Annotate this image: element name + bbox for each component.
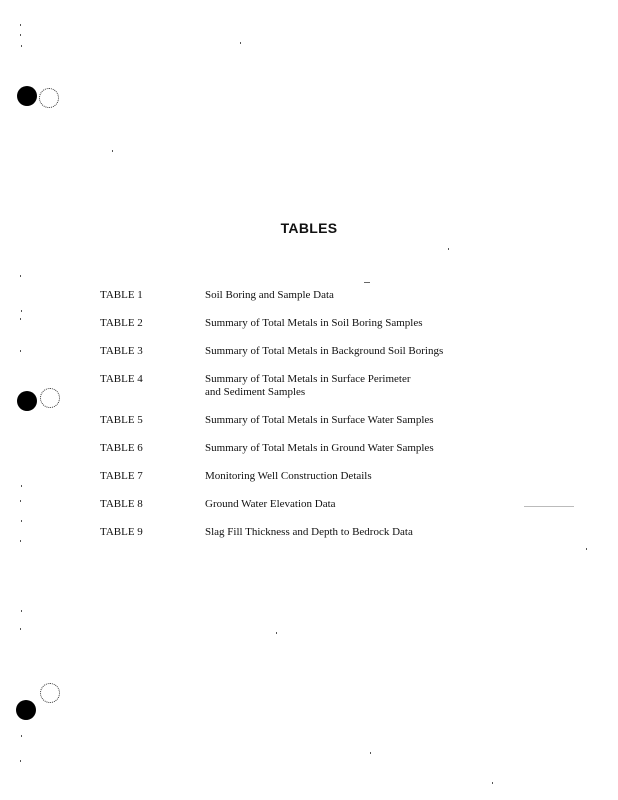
punch-hole-ring-middle: [40, 388, 60, 408]
scan-speck: [20, 24, 21, 26]
table-number: TABLE 3: [100, 345, 143, 357]
scan-speck: [20, 275, 21, 277]
scan-speck: [21, 610, 22, 612]
table-number: TABLE 5: [100, 414, 143, 426]
table-number: TABLE 7: [100, 470, 143, 482]
list-item: [100, 345, 520, 358]
scan-speck: [20, 350, 21, 352]
scan-speck: [586, 548, 587, 550]
table-number: TABLE 4: [100, 373, 143, 385]
list-item: [100, 373, 520, 399]
list-item: [100, 442, 520, 455]
table-description: Monitoring Well Construction Details: [205, 470, 372, 482]
table-list: [100, 289, 520, 554]
scan-speck: [20, 500, 21, 502]
list-item: [100, 317, 520, 330]
table-number: TABLE 2: [100, 317, 143, 329]
punch-hole-ring-bottom: [40, 683, 60, 703]
scan-speck: [21, 520, 22, 522]
list-item: [100, 414, 520, 427]
scan-speck: [21, 485, 22, 487]
scan-speck: [20, 34, 21, 36]
scan-speck: [240, 42, 241, 44]
table-number: TABLE 1: [100, 289, 143, 301]
table-number: TABLE 8: [100, 498, 143, 510]
scan-mark: [364, 282, 370, 283]
list-item: [100, 470, 520, 483]
scan-mark: [524, 506, 574, 507]
table-number: TABLE 9: [100, 526, 143, 538]
list-item: [100, 289, 520, 302]
scan-speck: [20, 628, 21, 630]
table-description: Summary of Total Metals in Surface Water Samples: [205, 414, 434, 426]
table-description: Summary of Total Metals in Soil Boring Samples: [205, 317, 423, 329]
table-description: Ground Water Elevation Data: [205, 498, 336, 510]
table-description: Summary of Total Metals in Surface Perimeter and Sediment Samples: [205, 373, 411, 398]
table-description: Summary of Total Metals in Ground Water Samples: [205, 442, 434, 454]
table-description: Soil Boring and Sample Data: [205, 289, 334, 301]
scan-speck: [21, 310, 22, 312]
table-number: TABLE 6: [100, 442, 143, 454]
scan-speck: [276, 632, 277, 634]
scan-speck: [370, 752, 371, 754]
scan-speck: [492, 782, 493, 784]
scan-speck: [20, 760, 21, 762]
punch-hole-ring-top: [39, 88, 59, 108]
punch-hole-top: [17, 86, 37, 106]
scan-speck: [21, 45, 22, 47]
scan-speck: [20, 318, 21, 320]
list-item: [100, 498, 520, 511]
list-item: [100, 526, 520, 539]
table-description: Summary of Total Metals in Background Soil Borings: [205, 345, 444, 357]
page-title: TABLES: [280, 220, 338, 236]
punch-hole-bottom: [16, 700, 36, 720]
scan-speck: [112, 150, 113, 152]
table-description: Slag Fill Thickness and Depth to Bedrock Data: [205, 526, 413, 538]
punch-hole-middle: [17, 391, 37, 411]
scan-speck: [448, 248, 449, 250]
scan-speck: [20, 540, 21, 542]
scan-speck: [21, 735, 22, 737]
